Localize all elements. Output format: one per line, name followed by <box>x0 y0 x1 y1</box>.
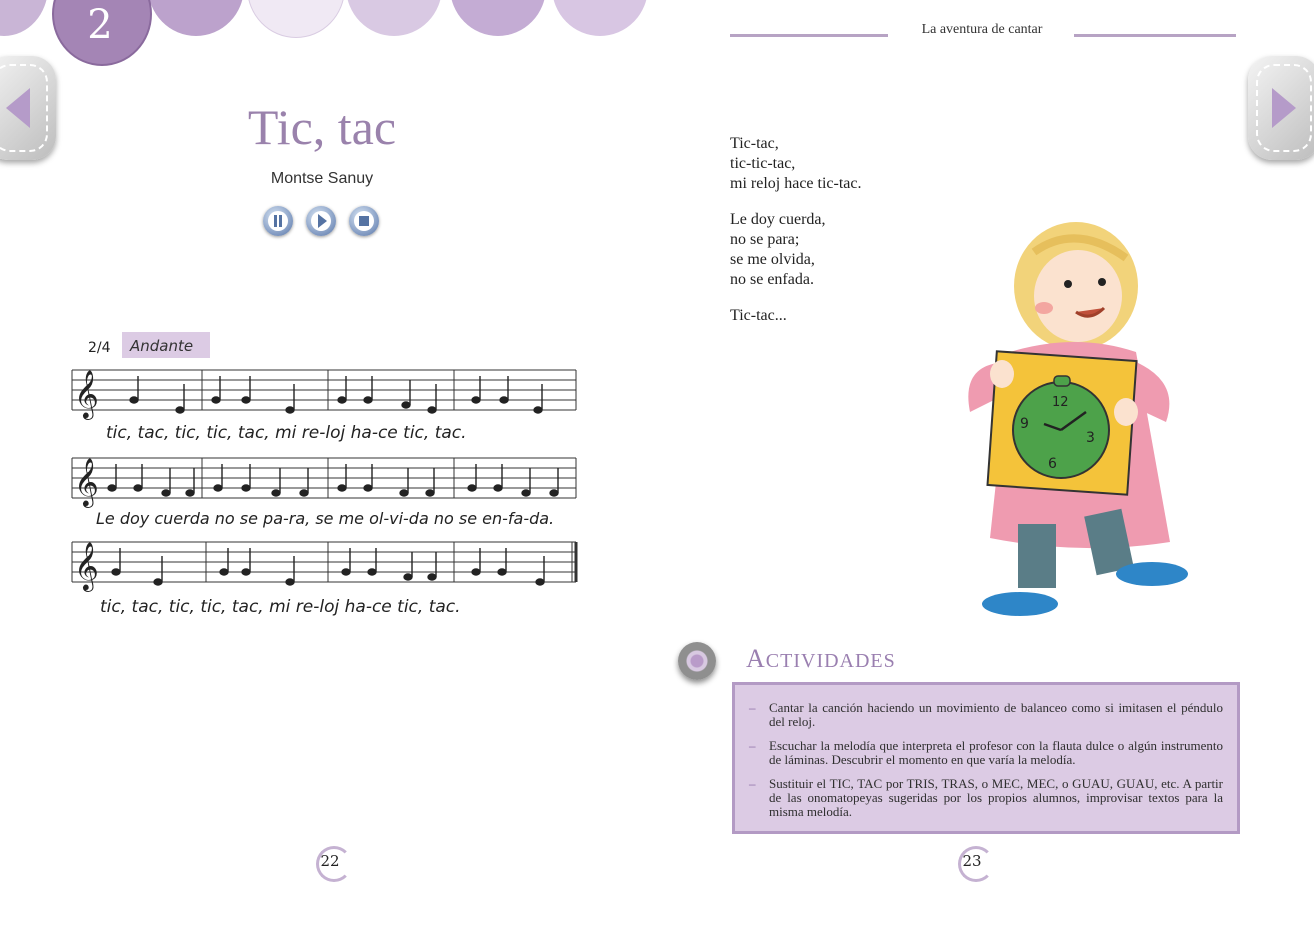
girl-with-clock-illustration <box>940 212 1200 624</box>
tempo-label: Andante <box>130 337 194 355</box>
page-number-left: 22 <box>320 852 340 870</box>
decor-circle <box>346 0 442 36</box>
clock-number: 3 <box>1086 430 1095 446</box>
time-signature: 2/4 <box>88 340 111 356</box>
activity-item: – Sustituir el TIC, TAC por TRIS, TRAS, o MEC, MEC, o GUAU, GUAU, etc. A partir de las onomatopeyas sugeridas por los propios alumnos, improvisar textos para la misma melodía. <box>749 776 1223 819</box>
chevron-right-icon <box>1248 56 1314 160</box>
decor-circle <box>247 0 345 38</box>
running-head-rule <box>730 34 888 37</box>
clock-number: 6 <box>1048 456 1057 472</box>
page-number-right: 23 <box>962 852 982 870</box>
activities-box <box>732 682 1240 834</box>
stop-button[interactable] <box>349 206 379 236</box>
stop-icon <box>349 206 379 236</box>
activity-item: – Cantar la canción haciendo un movimiento de balanceo como si imitasen el péndulo del reloj. <box>749 700 1223 729</box>
play-button[interactable] <box>306 206 336 236</box>
song-lyrics <box>730 134 950 342</box>
decor-circle <box>552 0 648 36</box>
activities-title: ACTIVIDADES <box>746 644 896 673</box>
lyrics-line-3: tic, tac, tic, tic, tac, mi re-loj ha-ce tic, tac. <box>100 597 461 617</box>
running-head-rule <box>1074 34 1236 37</box>
previous-page-button[interactable] <box>0 56 56 160</box>
clock-number: 12 <box>1052 395 1069 410</box>
chevron-left-icon <box>0 56 56 160</box>
treble-clef-icon: 𝄞 <box>74 457 99 506</box>
stanza: Tic-tac, tic-tic-tac, mi reloj hace tic-tac. <box>730 135 862 192</box>
stanza: Le doy cuerda, no se para; se me olvida, no se enfada. <box>730 211 826 288</box>
running-head: La aventura de cantar <box>921 22 1043 37</box>
staff-line-1 <box>72 369 576 420</box>
lyrics-line-1: tic, tac, tic, tic, tac, mi re-loj ha-ce tic, tac. <box>106 423 467 443</box>
lyrics-line-2: Le doy cuerda no se pa-ra, se me ol-vi-da no se en-fa-da. <box>96 509 555 528</box>
decor-circle <box>0 0 48 36</box>
staff-line-2 <box>72 457 576 508</box>
treble-clef-icon: 𝄞 <box>74 541 99 590</box>
activities-bullet-icon <box>678 642 716 680</box>
pause-icon <box>263 206 293 236</box>
next-page-button[interactable] <box>1248 56 1314 160</box>
play-icon <box>306 206 336 236</box>
song-author: Montse Sanuy <box>270 170 374 187</box>
song-title: Tic, tac <box>247 99 397 155</box>
music-score <box>66 328 586 638</box>
chapter-number: 2 <box>87 2 113 48</box>
pause-button[interactable] <box>263 206 293 236</box>
stanza: Tic-tac... <box>730 307 787 324</box>
treble-clef-icon: 𝄞 <box>74 369 99 418</box>
activity-item: – Escuchar la melodía que interpreta el profesor con la flauta dulce o algún instrumento de láminas. Descubrir el momento en que varía la melodía. <box>749 738 1223 767</box>
decor-circle <box>148 0 244 36</box>
clock-number: 9 <box>1020 416 1029 432</box>
staff-line-3 <box>72 541 576 592</box>
decor-circle <box>450 0 546 36</box>
